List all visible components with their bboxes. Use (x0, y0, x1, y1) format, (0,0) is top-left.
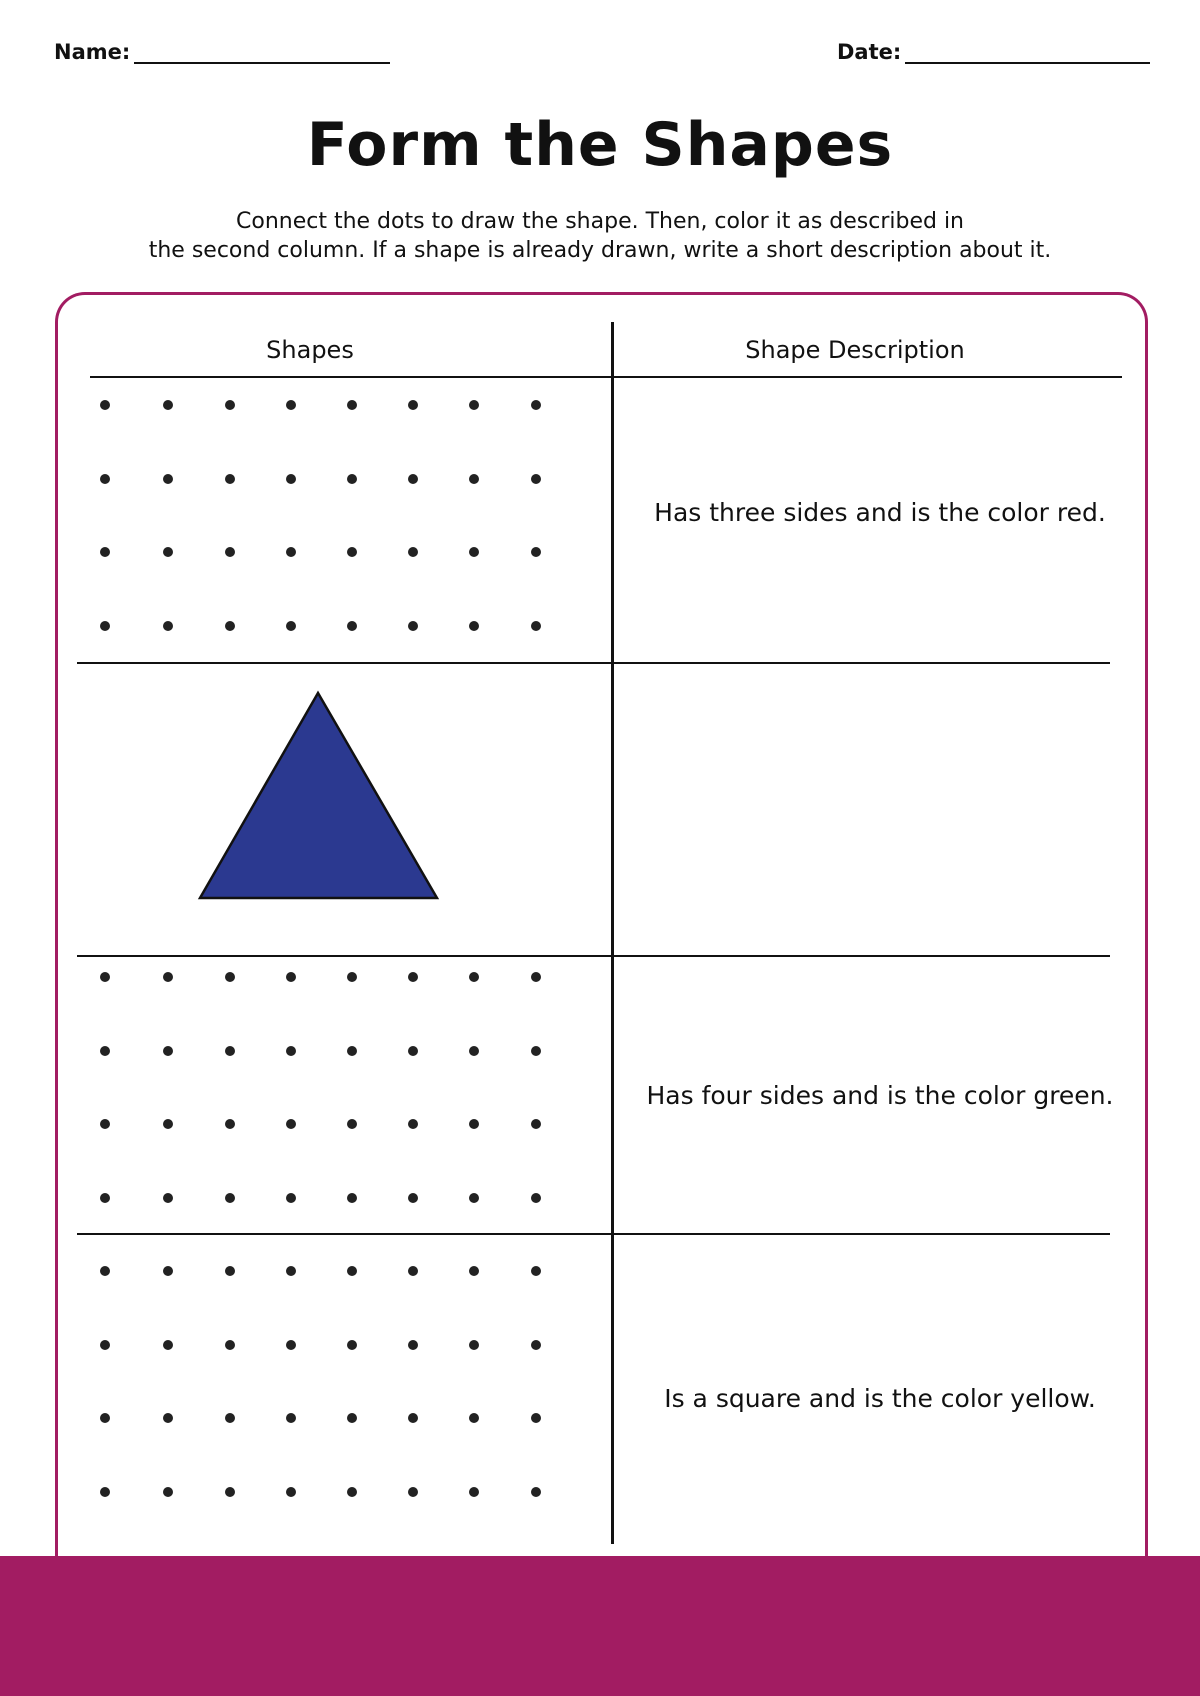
grid-dot[interactable] (163, 1266, 173, 1276)
grid-dot[interactable] (408, 547, 418, 557)
page-title: Form the Shapes (306, 110, 894, 180)
grid-dot[interactable] (347, 972, 357, 982)
grid-dot[interactable] (163, 1340, 173, 1350)
grid-dot[interactable] (286, 400, 296, 410)
date-field[interactable] (837, 40, 1150, 64)
date-line[interactable] (905, 40, 1150, 64)
grid-dot[interactable] (163, 400, 173, 410)
grid-dot[interactable] (408, 474, 418, 484)
grid-dot[interactable] (469, 474, 479, 484)
grid-dot[interactable] (347, 1119, 357, 1129)
grid-dot[interactable] (163, 972, 173, 982)
grid-dot[interactable] (347, 1193, 357, 1203)
grid-dot[interactable] (100, 621, 110, 631)
grid-dot[interactable] (469, 1266, 479, 1276)
grid-dot[interactable] (286, 1266, 296, 1276)
grid-dot[interactable] (286, 474, 296, 484)
column-header-description: Shape Description (745, 336, 965, 364)
grid-dot[interactable] (225, 1413, 235, 1423)
grid-dot[interactable] (347, 1487, 357, 1497)
grid-dot[interactable] (286, 1193, 296, 1203)
name-label: Name: (54, 40, 131, 64)
grid-dot[interactable] (225, 1119, 235, 1129)
grid-dot[interactable] (163, 547, 173, 557)
grid-dot[interactable] (469, 1119, 479, 1129)
grid-dot[interactable] (100, 1413, 110, 1423)
date-label: Date: (837, 40, 902, 64)
grid-dot[interactable] (286, 547, 296, 557)
grid-dot[interactable] (347, 1340, 357, 1350)
grid-dot[interactable] (286, 1119, 296, 1129)
grid-dot[interactable] (225, 400, 235, 410)
header-divider (90, 376, 1122, 378)
grid-dot[interactable] (408, 972, 418, 982)
description-row-2[interactable] (615, 790, 1145, 820)
instructions (0, 207, 1200, 265)
grid-dot[interactable] (531, 972, 541, 982)
grid-dot[interactable] (163, 1193, 173, 1203)
grid-dot[interactable] (225, 1046, 235, 1056)
grid-dot[interactable] (469, 400, 479, 410)
grid-dot[interactable] (100, 972, 110, 982)
grid-dot[interactable] (408, 1340, 418, 1350)
grid-dot[interactable] (163, 621, 173, 631)
grid-dot[interactable] (100, 1487, 110, 1497)
grid-dot[interactable] (100, 1046, 110, 1056)
grid-dot[interactable] (347, 621, 357, 631)
grid-dot[interactable] (163, 1046, 173, 1056)
grid-dot[interactable] (531, 1046, 541, 1056)
grid-dot[interactable] (469, 1413, 479, 1423)
grid-dot[interactable] (347, 400, 357, 410)
grid-dot[interactable] (469, 1487, 479, 1497)
grid-dot[interactable] (408, 1266, 418, 1276)
grid-dot[interactable] (225, 972, 235, 982)
grid-dot[interactable] (100, 400, 110, 410)
grid-dot[interactable] (531, 474, 541, 484)
grid-dot[interactable] (100, 1340, 110, 1350)
grid-dot[interactable] (347, 474, 357, 484)
description-row-3: Has four sides and is the color green. (646, 1081, 1114, 1110)
grid-dot[interactable] (469, 1046, 479, 1056)
grid-dot[interactable] (408, 1046, 418, 1056)
grid-dot[interactable] (531, 400, 541, 410)
row-divider (77, 1233, 1110, 1235)
grid-dot[interactable] (225, 474, 235, 484)
triangle-polygon (200, 693, 437, 898)
grid-dot[interactable] (469, 547, 479, 557)
column-header-shapes: Shapes (266, 336, 354, 364)
grid-dot[interactable] (347, 547, 357, 557)
grid-dot[interactable] (347, 1046, 357, 1056)
triangle-shape (195, 688, 445, 903)
grid-dot[interactable] (408, 1193, 418, 1203)
grid-dot[interactable] (100, 1119, 110, 1129)
grid-dot[interactable] (531, 547, 541, 557)
grid-dot[interactable] (163, 1119, 173, 1129)
grid-dot[interactable] (100, 474, 110, 484)
grid-dot[interactable] (163, 1487, 173, 1497)
grid-dot[interactable] (347, 1266, 357, 1276)
grid-dot[interactable] (100, 1266, 110, 1276)
grid-dot[interactable] (225, 1266, 235, 1276)
grid-dot[interactable] (469, 1193, 479, 1203)
grid-dot[interactable] (100, 547, 110, 557)
grid-dot[interactable] (286, 1046, 296, 1056)
name-line[interactable] (134, 40, 390, 64)
grid-dot[interactable] (286, 1340, 296, 1350)
grid-dot[interactable] (531, 1487, 541, 1497)
grid-dot[interactable] (531, 621, 541, 631)
grid-dot[interactable] (408, 1119, 418, 1129)
row-divider (77, 662, 1110, 664)
instructions-line-2: the second column. If a shape is already drawn, write a short description about it. (148, 238, 1052, 263)
footer-band (0, 1556, 1200, 1696)
grid-dot[interactable] (286, 1413, 296, 1423)
grid-dot[interactable] (225, 1340, 235, 1350)
grid-dot[interactable] (225, 547, 235, 557)
grid-dot[interactable] (347, 1413, 357, 1423)
grid-dot[interactable] (225, 1193, 235, 1203)
grid-dot[interactable] (531, 1193, 541, 1203)
grid-dot[interactable] (408, 621, 418, 631)
instructions-line-1: Connect the dots to draw the shape. Then, color it as described in (236, 209, 964, 234)
description-row-4: Is a square and is the color yellow. (664, 1384, 1096, 1413)
name-field[interactable] (54, 40, 390, 64)
grid-dot[interactable] (531, 1413, 541, 1423)
grid-dot[interactable] (408, 1413, 418, 1423)
grid-dot[interactable] (469, 1340, 479, 1350)
grid-dot[interactable] (225, 621, 235, 631)
grid-dot[interactable] (469, 972, 479, 982)
grid-dot[interactable] (286, 621, 296, 631)
grid-dot[interactable] (286, 1487, 296, 1497)
description-row-1: Has three sides and is the color red. (654, 498, 1106, 527)
grid-dot[interactable] (286, 972, 296, 982)
grid-dot[interactable] (408, 400, 418, 410)
grid-dot[interactable] (531, 1340, 541, 1350)
grid-dot[interactable] (163, 474, 173, 484)
grid-dot[interactable] (163, 1413, 173, 1423)
grid-dot[interactable] (531, 1119, 541, 1129)
grid-dot[interactable] (469, 621, 479, 631)
grid-dot[interactable] (225, 1487, 235, 1497)
grid-dot[interactable] (100, 1193, 110, 1203)
row-divider (77, 955, 1110, 957)
grid-dot[interactable] (408, 1487, 418, 1497)
grid-dot[interactable] (531, 1266, 541, 1276)
column-divider (611, 322, 614, 1544)
